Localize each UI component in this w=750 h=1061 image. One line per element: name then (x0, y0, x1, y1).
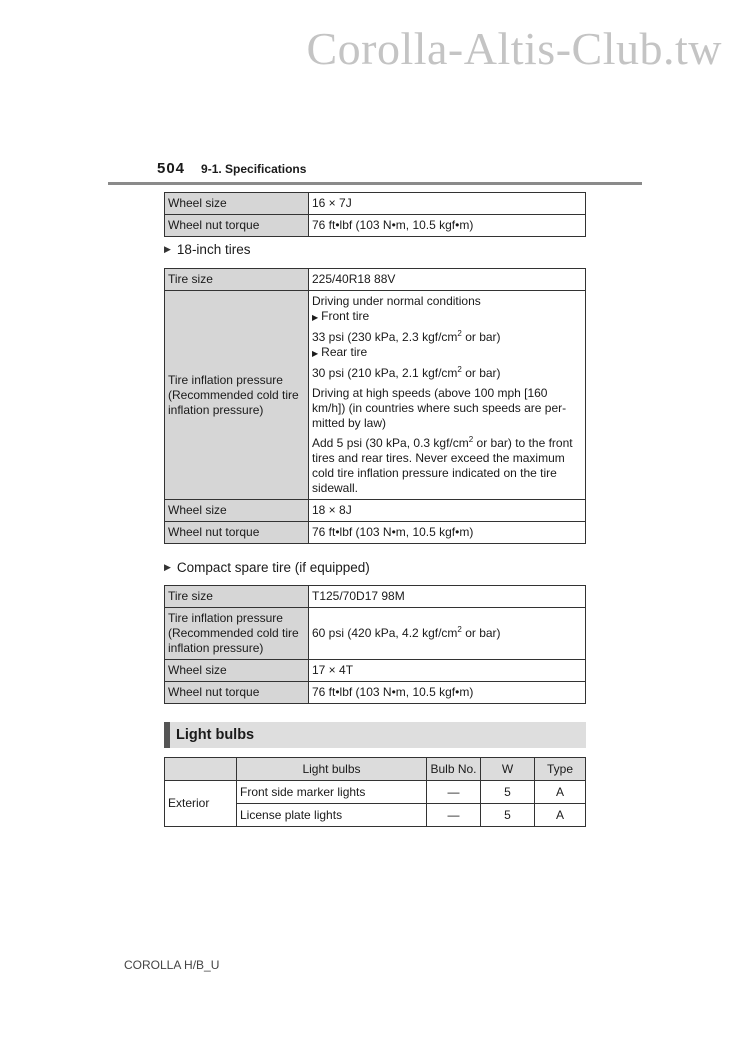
subheading-text: Compact spare tire (if equipped) (176, 560, 370, 575)
light-bulbs-section-heading (164, 722, 586, 748)
spec-table-top (164, 192, 586, 237)
row-value: 76 ft•lbf (103 N•m, 10.5 kgf•m) (309, 682, 586, 704)
subheading-compact-spare (164, 560, 370, 575)
table-row (165, 291, 586, 500)
section-heading-text: Light bulbs (176, 727, 255, 743)
subheading-18-inch (164, 242, 250, 257)
rear-tire-heading: ▶ Rear tire (312, 345, 368, 359)
bulb-number: — (427, 804, 481, 827)
page-header (157, 160, 306, 177)
row-value: 17 × 4T (309, 660, 586, 682)
row-label: Tire inflation pressure (Recommended cold tire inflation pressure) (165, 291, 309, 500)
table-row (165, 269, 586, 291)
row-label: Tire inflation pressure (Recommended cold tire inflation pressure) (165, 608, 309, 660)
column-header: Light bulbs (237, 758, 427, 781)
spec-table-compact-spare (164, 585, 586, 704)
row-label: Wheel nut torque (165, 522, 309, 544)
add-pressure-note: Add 5 psi (30 kPa, 0.3 kgf/$cm^2$ or bar) to the front tires and rear tires. Never exceed the maximum cold tire inflation pressure indicated on the tire sidewall. (312, 435, 573, 495)
pressure-normal: Driving under normal conditions (312, 294, 481, 308)
table-row (165, 522, 586, 544)
row-label: Wheel size (165, 500, 309, 522)
rear-tire-pressure: 30 psi (210 kPa, 2.1 kgf/$cm^2$ or bar) (312, 365, 501, 380)
triangle-bullet-icon: ▶ (312, 349, 319, 358)
table-row (165, 608, 586, 660)
subheading-text: 18-inch tires (176, 242, 251, 257)
row-value: 18 × 8J (309, 500, 586, 522)
high-speed-note: Driving at high speeds (above 100 mph [160 km/h]) (in countries where such speeds are per-mitted by law) (312, 386, 567, 430)
light-bulbs-table (164, 757, 586, 827)
column-header: Bulb No. (427, 758, 481, 781)
triangle-bullet-icon: ▶ (312, 313, 319, 322)
bulb-number: — (427, 781, 481, 804)
row-label: Wheel nut torque (165, 215, 309, 237)
row-value: 16 × 7J (309, 193, 586, 215)
row-value: T125/70D17 98M (309, 586, 586, 608)
section-title: 9-1. Specifications (201, 162, 307, 176)
row-label: Tire size (165, 586, 309, 608)
row-value: 76 ft•lbf (103 N•m, 10.5 kgf•m) (309, 215, 586, 237)
row-value: 225/40R18 88V (309, 269, 586, 291)
table-row (165, 215, 586, 237)
table-row (165, 500, 586, 522)
row-label: Wheel nut torque (165, 682, 309, 704)
front-tire-heading: ▶ Front tire (312, 309, 370, 323)
column-header (165, 758, 237, 781)
bulb-name: License plate lights (237, 804, 427, 827)
triangle-bullet-icon: ▶ (164, 562, 171, 572)
table-row (165, 781, 586, 804)
triangle-bullet-icon: ▶ (164, 244, 171, 254)
page-number: 504 (157, 160, 186, 177)
footer-model-code: COROLLA H/B_U (124, 958, 220, 972)
bulb-watts: 5 (481, 804, 535, 827)
row-label: Wheel size (165, 193, 309, 215)
table-row (165, 586, 586, 608)
group-label: Exterior (165, 781, 237, 827)
header-divider (108, 182, 642, 185)
table-row (165, 660, 586, 682)
pressure-cell (309, 291, 586, 500)
watermark: Corolla-Altis-Club.tw (306, 23, 722, 74)
table-header-row (165, 758, 586, 781)
spec-table-18-inch (164, 268, 586, 544)
row-label: Wheel size (165, 660, 309, 682)
table-row (165, 193, 586, 215)
bulb-watts: 5 (481, 781, 535, 804)
bulb-type: A (535, 804, 586, 827)
bulb-type: A (535, 781, 586, 804)
column-header: W (481, 758, 535, 781)
row-value: 60 psi (420 kPa, 4.2 kgf/$cm^2$ or bar) (309, 608, 586, 660)
front-tire-pressure: 33 psi (230 kPa, 2.3 kgf/$cm^2$ or bar) (312, 329, 501, 344)
column-header: Type (535, 758, 586, 781)
row-value: 76 ft•lbf (103 N•m, 10.5 kgf•m) (309, 522, 586, 544)
table-row (165, 682, 586, 704)
bulb-name: Front side marker lights (237, 781, 427, 804)
row-label: Tire size (165, 269, 309, 291)
